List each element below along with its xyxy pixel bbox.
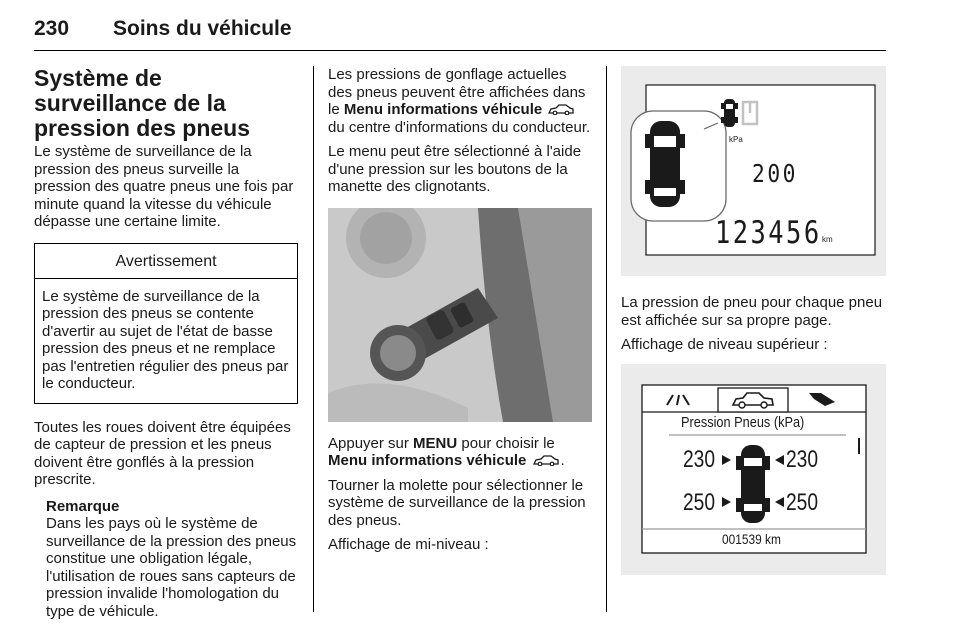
mid-level-caption: Affichage de mi-niveau : xyxy=(328,536,489,553)
turn-signal-stalk-illustration xyxy=(328,208,592,422)
pressure-rear-right: 250 xyxy=(786,488,819,516)
stalk-photo xyxy=(328,208,592,422)
per-tire-paragraph: La pression de pneu pour chaque pneu est affichée sur sa propre page. xyxy=(621,294,883,329)
text-run: pour choisir le xyxy=(457,434,555,452)
column-divider-2 xyxy=(606,66,607,612)
car-outline-icon xyxy=(533,455,559,466)
warning-body: Le système de surveillance de la pression des pneus se contente d'avertir au sujet de l'état de basse pression des pneus et ne remplace pas l'entretien régulier des pneus par le conducteur. xyxy=(42,287,289,392)
menu-name: Menu informations véhicule xyxy=(343,101,543,118)
column-3 xyxy=(621,66,886,575)
section-heading: Système de surveillance de la pression des pneus xyxy=(34,65,251,141)
pressure-front-left: 230 xyxy=(683,445,716,473)
note-block xyxy=(34,498,298,621)
column-2 xyxy=(328,66,592,554)
display-title: Pression Pneus (kPa) xyxy=(681,413,805,431)
lcd-pressure-readout: 200 xyxy=(752,159,799,188)
upper-level-caption: Affichage de niveau supérieur : xyxy=(621,336,828,353)
upper-level-display-figure xyxy=(621,364,886,575)
text-run: Les pressions de gonflage actuelles des pneus peuvent être affichées dans le xyxy=(328,66,586,118)
lcd-odometer-readout: 123456 xyxy=(715,215,822,251)
pressure-front-right: 230 xyxy=(786,445,819,473)
menu-button-paragraph xyxy=(328,435,592,470)
text-run: . xyxy=(560,452,565,469)
pressure-rear-left: 250 xyxy=(683,488,716,516)
text-run: Appuyer sur xyxy=(328,434,414,452)
wheel-paragraph: Tourner la molette pour sélectionner le système de surveillance de la pression des pneus. xyxy=(328,476,586,529)
intro-paragraph: Le système de surveillance de la pression des pneus surveille la pression des quatre pneus une fois par minute quand la vitesse du véhicule dépasse une certaine limite. xyxy=(34,143,294,230)
text-run: du centre d'informations du conducteur. xyxy=(328,118,591,136)
lcd-odometer-unit: km xyxy=(822,235,833,244)
column-divider-1 xyxy=(313,66,314,612)
note-title: Remarque xyxy=(46,497,120,515)
lcd-unit-label: kPa xyxy=(729,135,743,144)
column-1 xyxy=(34,66,298,620)
section-title: Soins du véhicule xyxy=(113,17,292,40)
display-odometer: 001539 km xyxy=(722,530,781,547)
page-header xyxy=(34,6,886,51)
menu-button-label: MENU xyxy=(413,434,458,452)
page-number: 230 xyxy=(34,17,70,40)
warning-title: Avertissement xyxy=(35,244,297,279)
menu-select-paragraph: Le menu peut être sélectionné à l'aide d'une pression sur les boutons de la manette des clignotants. xyxy=(328,143,582,195)
menu-name: Menu informations véhicule xyxy=(328,452,527,469)
car-top-view-icon xyxy=(645,121,685,207)
mid-level-display-figure xyxy=(621,66,886,276)
car-top-view-icon xyxy=(736,445,770,523)
pressures-paragraph xyxy=(328,66,592,136)
car-outline-icon xyxy=(548,104,574,115)
warning-box xyxy=(34,243,298,404)
note-body: Dans les pays où le système de surveillance de la pression des pneus constitue une obligation légale, l'utilisation de roues sans capteurs de pression invalide l'homologation du type de véhicule. xyxy=(46,515,297,620)
wheels-paragraph: Toutes les roues doivent être équipées de capteur de pression et les pneus doivent être gonflés à la pression prescrite. xyxy=(34,418,291,488)
